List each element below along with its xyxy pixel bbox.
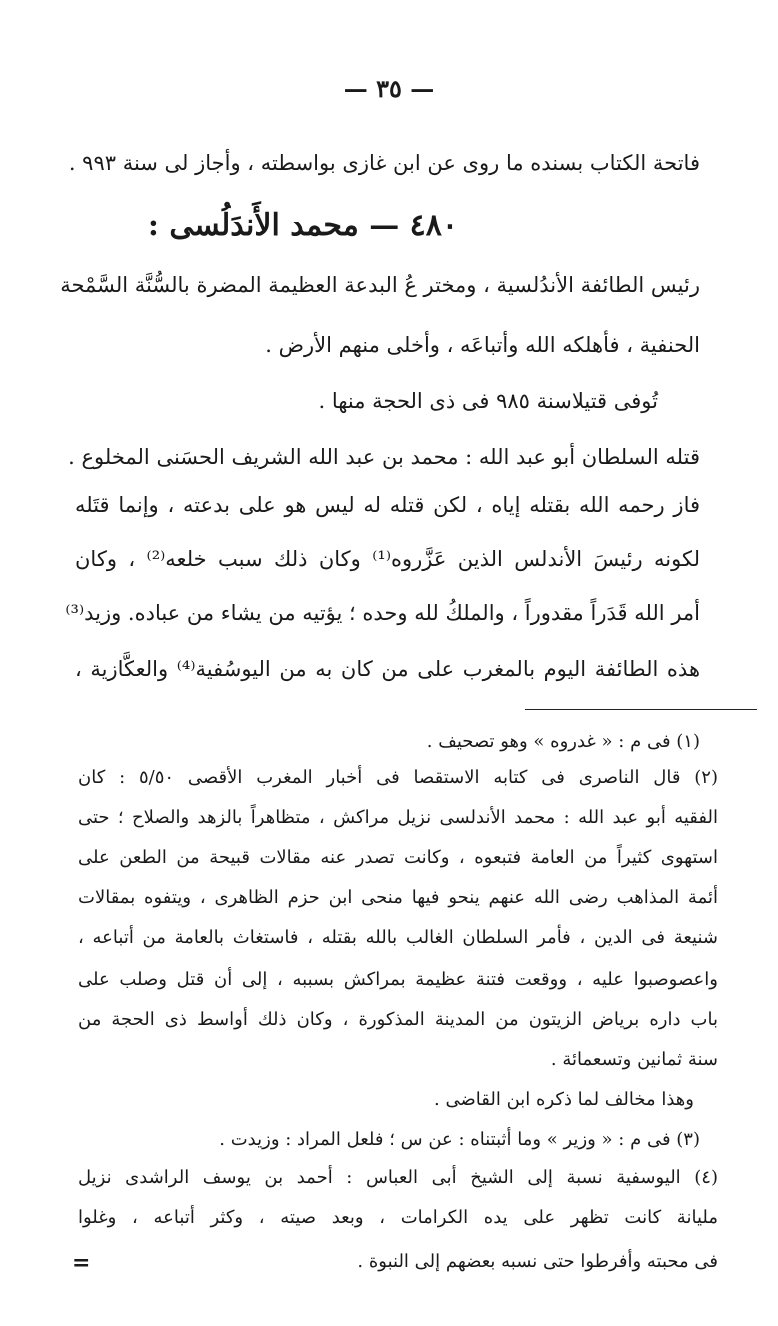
- footnote-2-line-5: شنيعة فى الدين ، فأمر السلطان الغالب بالله بقتله ، فاستغاث بالعامة من أتباعه ،: [78, 927, 718, 948]
- body-line-5: فاز رحمه الله بقتله إياه ، لكن قتله له ليس هو على بدعته ، وإنما قتَله: [75, 493, 700, 517]
- footnote-separator: [525, 709, 757, 710]
- body-line-4: قتله السلطان أبو عبد الله : محمد بن عبد الله الشريف الحسَنى المخلوع .: [68, 445, 700, 469]
- body-line-2: الحنفية ، فأهلكه الله وأتباعَه ، وأخلى منهم الأرض .: [265, 333, 700, 357]
- body-line-6: لكونه رئيسَ الأندلس الذين عَزَّروه⁽¹⁾ وكان ذلك سبب خلعه⁽²⁾ ، وكان: [75, 547, 700, 571]
- body-line-8: هذه الطائفة اليوم بالمغرب على من كان به من اليوسُفية⁽⁴⁾ والعكَّازية ،: [75, 657, 701, 681]
- continuation-mark: =: [72, 1250, 91, 1276]
- continuation-line: فاتحة الكتاب بسنده ما روى عن ابن غازى بواسطته ، وأجاز لى سنة ٩٩٣ .: [68, 151, 700, 175]
- footnote-2-line-9: وهذا مخالف لما ذكره ابن القاضى .: [434, 1089, 694, 1110]
- footnote-2-line-6: واعصوصبوا عليه ، ووقعت فتنة عظيمة بمراكش بسببه ، إلى أن قتل وصلب على: [78, 969, 718, 990]
- footnote-2-line-2: الفقيه أبو عبد الله : محمد الأندلسى نزيل مراكش ، متظاهراً بالزهد والصلاح ؛ حتى: [78, 807, 718, 828]
- footnote-2-line-4: أئمة المذاهب رضى الله عنهم ينحو فيها منحى ابن حزم الظاهرى ، ويتفوه بمقالات: [78, 887, 718, 908]
- footnote-4-line-1: (٤) اليوسفية نسبة إلى الشيخ أبى العباس : أحمد بن يوسف الراشدى نزيل: [78, 1167, 718, 1188]
- footnote-1: (١) فى م : « غدروه » وهو تصحيف .: [426, 731, 700, 752]
- footnote-3: (٣) فى م : « وزير » وما أثبتناه : عن س ؛ فلعل المراد : وزيدت .: [219, 1129, 700, 1150]
- footnote-4-line-2: مليانة كانت تظهر على يده الكرامات ، وبعد صيته ، وكثر أتباعه ، وغلوا: [78, 1207, 718, 1228]
- footnote-2-line-7: باب داره برياض الزيتون من المدينة المذكورة ، وكان ذلك أواسط ذى الحجة من: [78, 1009, 718, 1030]
- entry-heading: ٤٨٠ — محمد الأَندَلُسى :: [147, 208, 458, 243]
- footnote-2-line-1: (٢) قال الناصرى فى كتابه الاستقصا فى أخبار المغرب الأقصى ٥/٥٠ : كان: [78, 767, 718, 788]
- footnote-4-line-3: فى محبته وأفرطوا حتى نسبه بعضهم إلى النبوة .: [357, 1251, 718, 1272]
- footnote-2-line-8: سنة ثمانين وتسعمائة .: [550, 1049, 718, 1070]
- footnote-2-line-3: استهوى كثيراً من العامة فتبعوه ، وكانت تصدر عنه مقالات قبيحة من الطعن على: [78, 847, 718, 868]
- page-number: — ٣٥ —: [343, 74, 435, 103]
- body-line-1: رئيس الطائفة الأندُلسية ، ومختر عُ البدعة العظيمة المضرة بالسُّنَّة السَّمْحة: [60, 273, 700, 297]
- body-line-7: أمر الله قَدَراً مقدوراً ، والملكُ لله وحده ؛ يؤتيه من يشاء من عباده. وزيد⁽³⁾: [65, 601, 700, 625]
- body-line-3: تُوفى قتيلاسنة ٩٨٥ فى ذى الحجة منها .: [318, 389, 658, 413]
